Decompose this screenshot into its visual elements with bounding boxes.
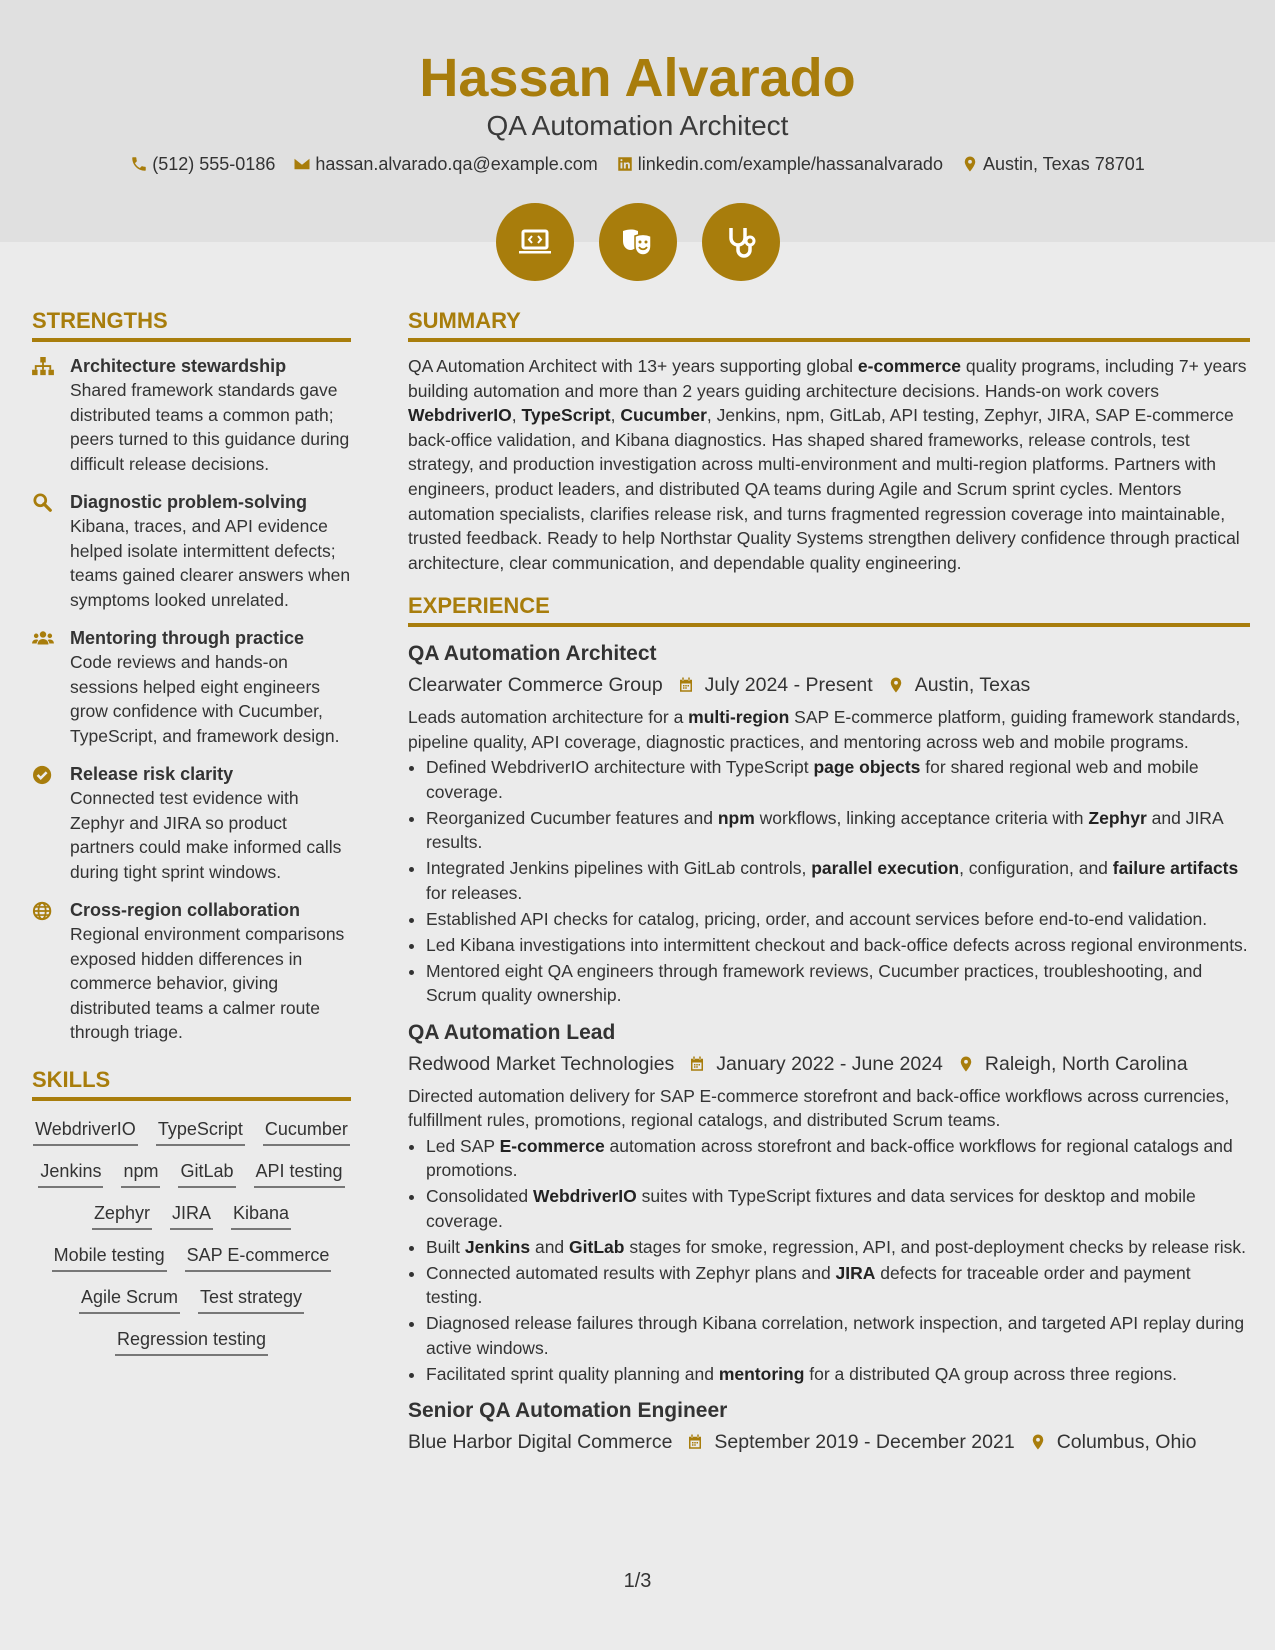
job-company: Clearwater Commerce Group bbox=[408, 674, 663, 697]
location-text: Austin, Texas 78701 bbox=[982, 154, 1145, 174]
calendar-icon bbox=[677, 676, 695, 694]
job-bullet: • Defined WebdriverIO architecture with TypeScript page objects for shared regional web and mobile coverage. bbox=[426, 755, 1250, 804]
globe-icon bbox=[32, 901, 54, 921]
job-company: Blue Harbor Digital Commerce bbox=[408, 1431, 673, 1454]
sitemap-icon bbox=[32, 357, 54, 377]
job-bullet: • Consolidated WebdriverIO suites with TypeScript fixtures and data services for desktop and mobile coverage. bbox=[426, 1184, 1250, 1233]
strength-desc: Connected test evidence with Zephyr and JIRA so product partners could make informed calls during tight sprint windows. bbox=[70, 788, 342, 882]
skill-tag: Agile Scrum bbox=[79, 1285, 180, 1314]
experience-heading: EXPERIENCE bbox=[408, 591, 1250, 627]
job-location: Austin, Texas bbox=[914, 674, 1031, 697]
job-dates: January 2022 - June 2024 bbox=[716, 1052, 943, 1075]
skill-tag: TypeScript bbox=[156, 1117, 245, 1146]
job-entry bbox=[408, 1396, 1250, 1458]
strength-item bbox=[32, 898, 351, 1045]
phone-contact[interactable] bbox=[130, 152, 275, 176]
job-bullets bbox=[408, 1134, 1250, 1387]
job-title: QA Automation Lead bbox=[408, 1020, 616, 1044]
skills-list bbox=[32, 1113, 351, 1356]
map-pin-icon bbox=[887, 676, 905, 694]
strength-item bbox=[32, 490, 351, 612]
strength-title: Release risk clarity bbox=[70, 764, 234, 784]
job-bullet: • Established API checks for catalog, pricing, order, and account services before end-to-end validation. bbox=[426, 907, 1250, 932]
map-pin-icon bbox=[1029, 1433, 1047, 1451]
job-meta bbox=[408, 1426, 1250, 1458]
strength-title: Mentoring through practice bbox=[70, 628, 304, 648]
skill-tag: Regression testing bbox=[115, 1327, 268, 1356]
email-text: hassan.alvarado.qa@example.com bbox=[315, 154, 598, 174]
strength-title: Cross-region collaboration bbox=[70, 900, 301, 920]
laptop-code-icon bbox=[515, 222, 555, 262]
calendar-icon bbox=[688, 1055, 706, 1073]
summary-heading: SUMMARY bbox=[408, 306, 1250, 342]
job-bullets bbox=[408, 755, 1250, 1008]
job-bullet: • Mentored eight QA engineers through framework reviews, Cucumber practices, troubleshooting, and Scrum quality ownership. bbox=[426, 959, 1250, 1008]
job-bullet: • Facilitated sprint quality planning and mentoring for a distributed QA group across three regions. bbox=[426, 1362, 1250, 1387]
strength-item bbox=[32, 762, 351, 884]
skill-tag: API testing bbox=[254, 1159, 345, 1188]
map-pin-icon bbox=[961, 155, 979, 173]
strength-item bbox=[32, 626, 351, 748]
job-location: Raleigh, North Carolina bbox=[984, 1052, 1188, 1075]
right-column bbox=[408, 306, 1250, 1468]
users-icon bbox=[32, 629, 54, 649]
strength-title: Architecture stewardship bbox=[70, 356, 287, 376]
strength-desc: Shared framework standards gave distributed teams a common path; peers turned to this guidance during difficult release decisions. bbox=[70, 380, 350, 474]
strength-item bbox=[32, 354, 351, 476]
job-bullet: • Diagnosed release failures through Kibana correlation, network inspection, and targeted API replay during active windows. bbox=[426, 1311, 1250, 1360]
email-contact[interactable] bbox=[293, 152, 597, 176]
job-company: Redwood Market Technologies bbox=[408, 1052, 675, 1075]
skill-tag: Zephyr bbox=[92, 1201, 152, 1230]
skill-tag: SAP E-commerce bbox=[185, 1243, 332, 1272]
interest-badges bbox=[0, 203, 1275, 281]
linkedin-icon bbox=[616, 155, 634, 173]
search-icon bbox=[32, 493, 54, 513]
strength-desc: Regional environment comparisons exposed hidden differences in commerce behavior, giving distributed teams a calmer route through triage. bbox=[70, 924, 345, 1042]
skills-heading: SKILLS bbox=[32, 1065, 351, 1101]
job-title: QA Automation Architect bbox=[408, 642, 657, 666]
phone-icon bbox=[130, 155, 148, 173]
map-pin-icon bbox=[957, 1055, 975, 1073]
linkedin-text: linkedin.com/example/hassanalvarado bbox=[637, 154, 943, 174]
job-bullet: • Integrated Jenkins pipelines with GitLab controls, parallel execution, configuration, and failure artifacts for releases. bbox=[426, 856, 1250, 905]
theater-masks-icon bbox=[618, 222, 658, 262]
skill-tag: Mobile testing bbox=[52, 1243, 167, 1272]
job-description: Leads automation architecture for a multi-region SAP E-commerce platform, guiding framework standards, pipeline quality, API coverage, diagnostic practices, and mentoring across web and mobile programs. bbox=[408, 707, 1241, 752]
job-bullet: • Built Jenkins and GitLab stages for smoke, regression, API, and post-deployment checks by release risk. bbox=[426, 1235, 1250, 1260]
job-dates: September 2019 - December 2021 bbox=[714, 1431, 1015, 1454]
job-location: Columbus, Ohio bbox=[1056, 1431, 1197, 1454]
job-entry bbox=[408, 639, 1250, 1008]
page-number: 1/3 bbox=[623, 1570, 652, 1592]
contact-bar bbox=[0, 152, 1275, 176]
calendar-icon bbox=[686, 1433, 704, 1451]
skill-tag: Jenkins bbox=[38, 1159, 103, 1188]
job-bullet: • Reorganized Cucumber features and npm workflows, linking acceptance criteria with Zephyr and JIRA results. bbox=[426, 806, 1250, 855]
envelope-icon bbox=[293, 155, 311, 173]
check-circle-icon bbox=[32, 765, 54, 785]
skill-tag: Kibana bbox=[231, 1201, 291, 1230]
job-bullet: • Led Kibana investigations into intermittent checkout and back-office defects across regional environments. bbox=[426, 933, 1250, 958]
job-bullet: • Led SAP E-commerce automation across storefront and back-office workflows for regional catalogs and promotions. bbox=[426, 1134, 1250, 1183]
badge-laptop bbox=[496, 203, 574, 281]
skill-tag: npm bbox=[121, 1159, 160, 1188]
job-dates: July 2024 - Present bbox=[704, 674, 873, 697]
skill-tag: JIRA bbox=[170, 1201, 213, 1230]
skill-tag: Cucumber bbox=[263, 1117, 350, 1146]
candidate-title: QA Automation Architect bbox=[486, 110, 789, 141]
job-description: Directed automation delivery for SAP E-commerce storefront and back-office workflows across currencies, fulfillment rules, promotions, regional catalogs, and distributed Scrum teams. bbox=[408, 1085, 1230, 1131]
skill-tag: Test strategy bbox=[198, 1285, 304, 1314]
location-contact bbox=[961, 152, 1145, 176]
left-column bbox=[32, 306, 351, 1356]
strength-title: Diagnostic problem-solving bbox=[70, 492, 308, 512]
job-meta bbox=[408, 1048, 1250, 1080]
job-title: Senior QA Automation Engineer bbox=[408, 1399, 728, 1423]
skill-tag: GitLab bbox=[178, 1159, 235, 1188]
candidate-name: Hassan Alvarado bbox=[419, 48, 856, 108]
badge-stethoscope bbox=[702, 203, 780, 281]
job-entry bbox=[408, 1018, 1250, 1387]
job-bullet: • Connected automated results with Zephyr plans and JIRA defects for traceable order and payment testing. bbox=[426, 1261, 1250, 1310]
linkedin-contact[interactable] bbox=[616, 152, 943, 176]
phone-text: (512) 555-0186 bbox=[152, 154, 276, 174]
strengths-heading: STRENGTHS bbox=[32, 306, 351, 342]
summary-text: QA Automation Architect with 13+ years supporting global e-commerce quality programs, including 7+ years building automation and more than 2 years guiding architecture decisions. Hands-on work covers WebdriverIO, TypeScript, Cucumber, Jenkins, npm, GitLab, API testing, Zephyr, JIRA, SAP E-commerce back-office validation, and Kibana diagnostics. Has shaped shared frameworks, release controls, test strategy, and production investigation across multi-environment and multi-region platforms. Partners with engineers, product leaders, and distributed QA teams during Agile and Scrum sprint cycles. Mentors automation specialists, clarifies release risk, and turns fragmented regression coverage into maintainable, trusted feedback. Ready to help Northstar Quality Systems strengthen delivery confidence through practical architecture, clear communication, and dependable quality engineering. bbox=[408, 356, 1247, 573]
strength-desc: Kibana, traces, and API evidence helped isolate intermittent defects; teams gained clearer answers when symptoms looked unrelated. bbox=[70, 516, 351, 610]
stethoscope-icon bbox=[721, 222, 761, 262]
strength-desc: Code reviews and hands-on sessions helped eight engineers grow confidence with Cucumber, TypeScript, and framework design. bbox=[70, 652, 340, 746]
skill-tag: WebdriverIO bbox=[33, 1117, 138, 1146]
job-meta bbox=[408, 669, 1250, 701]
badge-masks bbox=[599, 203, 677, 281]
